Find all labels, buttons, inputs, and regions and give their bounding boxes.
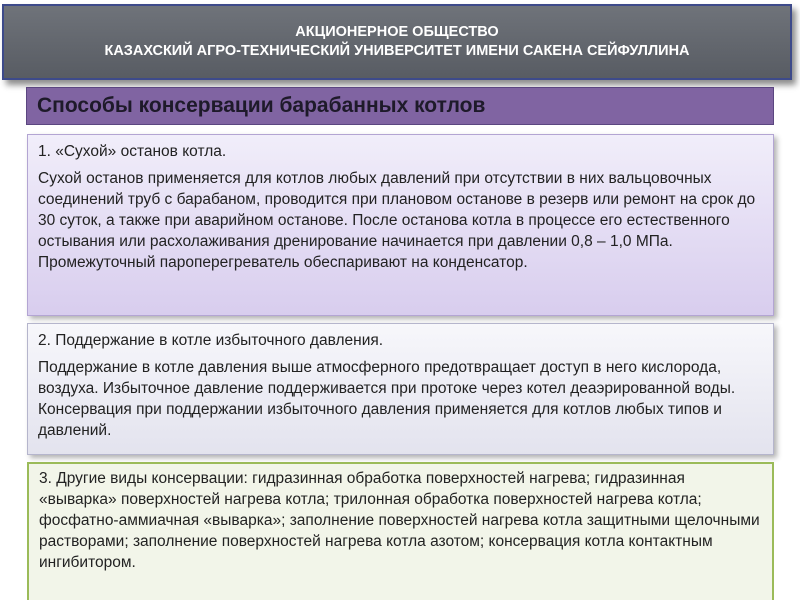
section-excess-pressure <box>27 323 774 455</box>
section-2-body: Поддержание в котле давления выше атмосферного предотвращает доступ в него кислорода, воздуха. Избыточное давление поддерживается при протоке через котел деаэрированной воды. Консервация при поддержании избыточного давления применяется для котлов любых типов и давлений. <box>38 359 736 439</box>
header-line-1: АКЦИОНЕРНОЕ ОБЩЕСТВО <box>295 24 499 40</box>
section-1-body: Сухой останов применяется для котлов любых давлений при отсутствии в них вальцовочных соединений труб с барабаном, проводится при плановом останове в резерв или ремонт на срок до 30 суток, а также при аварийном останове. После останова котла в процессе его естественного остывания или расхолаживания дренирование начинается при давлении 0,8 – 1,0 МПа. Промежуточный пароперегреватель обеспаривают на конденсатор. <box>38 170 756 271</box>
section-2-heading: 2. Поддержание в котле избыточного давления. <box>38 332 384 349</box>
institution-header <box>2 4 792 80</box>
section-3-body: 3. Другие виды консервации: гидразинная обработка поверхностей нагрева; гидразинная «выварка» поверхностей нагрева котла; трилонная обработка поверхностей нагрева котла; фосфатно-аммиачная «выварка»; заполнение поверхностей нагрева котла защитными щелочными растворами; заполнение поверхностей нагрева котла азотом; консервация котла контактным ингибитором. <box>39 470 760 571</box>
section-dry-shutdown <box>27 134 774 316</box>
section-other-methods <box>27 462 774 600</box>
header-line-2: КАЗАХСКИЙ АГРО-ТЕХНИЧЕСКИЙ УНИВЕРСИТЕТ ИМЕНИ САКЕНА СЕЙФУЛЛИНА <box>104 43 690 59</box>
section-1-heading: 1. «Сухой» останов котла. <box>38 143 227 160</box>
slide-title: Способы консервации барабанных котлов <box>26 87 774 125</box>
